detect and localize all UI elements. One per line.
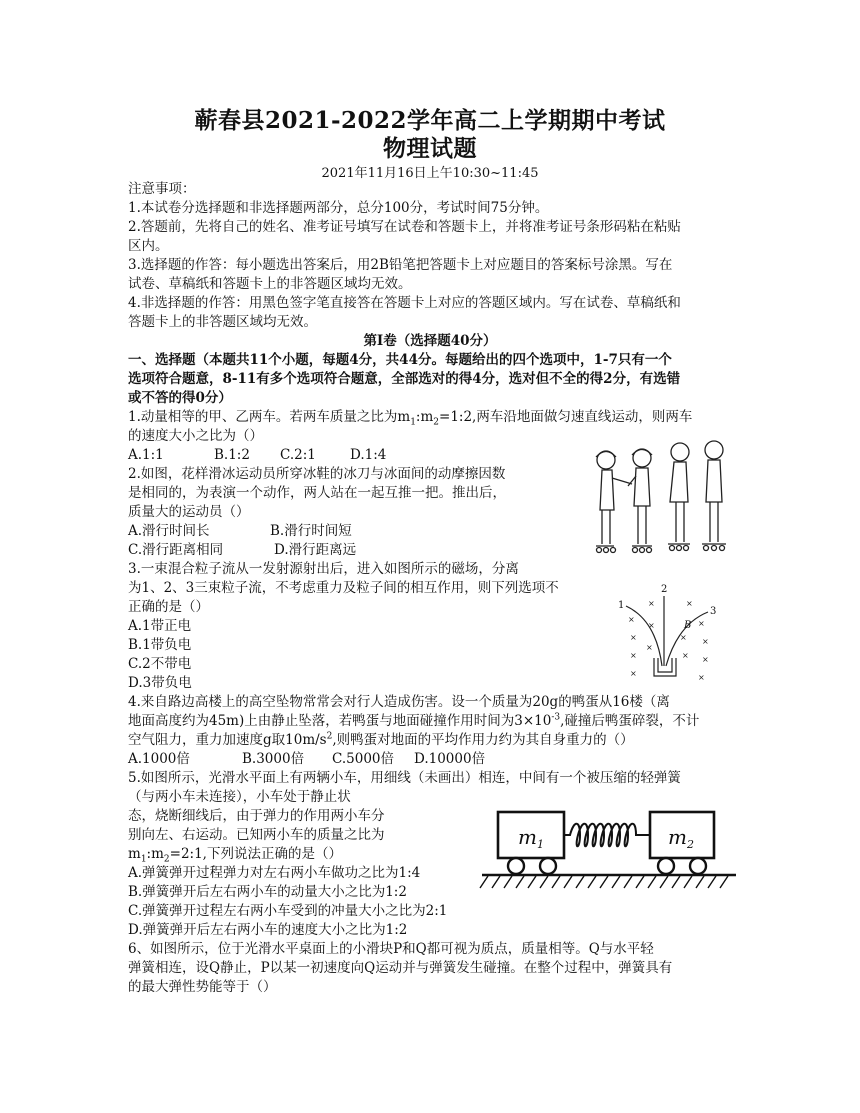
q5-option-d: D.弹簧弹开后左右两小车的速度大小之比为1:2 [128, 922, 408, 938]
q5-line-b: （与两小车未连接），小车处于静止状 [128, 789, 351, 805]
field-mark: × [648, 621, 655, 630]
q5-option-a: A.弹簧弹开过程弹力对左右两小车做功之比为1:4 [128, 865, 421, 881]
field-mark: × [698, 619, 705, 628]
q3-option-a: A.1带正电 [128, 618, 192, 634]
exam-date: 2021年11月16日上午10:30~11:45 [321, 166, 539, 181]
q5-line-a: 5.如图所示，光滑水平面上有两辆小车，用细线（未画出）相连，中间有一个被压缩的轻弹簧 [128, 770, 681, 786]
field-mark: × [686, 599, 693, 608]
magnetic-field-figure [612, 580, 722, 690]
q3-line-b: 为1、2、3三束粒子流，不考虑重力及粒子间的相互作用，则下列选项不 [128, 580, 559, 596]
q6-line-b: 弹簧相连，设Q静止，P以某一初速度向Q运动并与弹簧发生碰撞。在整个过程中，弹簧具有 [128, 960, 673, 976]
q4-line-b: 地面高度约为45m)上由静止坠落，若鸭蛋与地面碰撞作用时间为$3\times 10^{-3}$,碰撞后鸭蛋碎裂，不计 [128, 712, 700, 729]
q4-option-a: A.1000倍 [128, 751, 190, 767]
notice-line-3a: 3.选择题的作答：每小题选出答案后，用2B铅笔把答题卡上对应题目的答案标号涂黑。写在 [128, 257, 673, 273]
q3-option-d: D.3带负电 [128, 675, 192, 691]
q1-option-d: D.1:4 [350, 447, 387, 463]
q6-line-a: 6、如图所示，位于光滑水平桌面上的小滑块P和Q都可视为质点，质量相等。Q与水平轻 [128, 941, 654, 957]
beam-label-1: 1 [618, 600, 625, 611]
q4-option-b: B.3000倍 [242, 751, 305, 767]
notice-line-3b: 试卷、草稿纸和答题卡上的非答题区域均无效。 [128, 276, 412, 292]
field-mark: × [680, 633, 687, 642]
cart-label-m1: $m_1$ [518, 825, 544, 851]
q4-line-c: 空气阻力，重力加速度g取$10m/s^2$,则鸭蛋对地面的平均作用力约为其自身重力的（） [128, 731, 634, 748]
q2-line-c: 质量大的运动员（） [128, 504, 250, 520]
section-heading-c: 或不答的得0分） [128, 390, 232, 406]
field-mark: × [630, 669, 637, 678]
q2-line-a: 2.如图，花样滑冰运动员所穿冰鞋的冰刀与冰面间的动摩擦因数 [128, 466, 506, 482]
notice-line-2a: 2.答题前，先将自己的姓名、准考证号填写在试卷和答题卡上，并将准考证号条形码粘在粘贴 [128, 219, 681, 235]
q2-option-a: A.滑行时间长 [128, 523, 210, 539]
field-mark: × [630, 633, 637, 642]
section-heading-b: 选项符合题意，8-11有多个选项符合题意，全部选对的得4分，选对但不全的得2分，有选错 [128, 371, 681, 387]
q3-line-a: 3.一束混合粒子流从一发射源射出后，进入如图所示的磁场，分离 [128, 561, 519, 577]
carts-spring-figure [478, 800, 740, 892]
q4-line-a: 4.来自路边高楼上的高空坠物常常会对行人造成伤害。设一个质量为20g的鸭蛋从16楼（离 [128, 694, 670, 710]
q1-line-b: 的速度大小之比为（） [128, 428, 263, 444]
notice-heading: 注意事项： [128, 181, 196, 197]
notice-line-2b: 区内。 [128, 238, 169, 254]
field-mark: × [682, 651, 689, 660]
q3-option-c: C.2不带电 [128, 656, 192, 672]
q1-option-c: C.2:1 [280, 447, 316, 463]
part-title: 第I卷（选择题40分） [363, 333, 497, 349]
q2-option-c: C.滑行距离相同 [128, 542, 224, 558]
q5-line-c: 态，烧断细线后，由于弹力的作用两小车分 [128, 808, 385, 824]
cart-label-m2: $m_2$ [668, 825, 694, 851]
q2-option-d: D.滑行距离远 [274, 542, 357, 558]
q2-option-b: B.滑行时间短 [270, 523, 352, 539]
q5-option-c: C.弹簧弹开过程左右两小车受到的冲量大小之比为2:1 [128, 903, 448, 919]
q3-option-b: B.1带负电 [128, 637, 192, 653]
q1-line-a: 1.动量相等的甲、乙两车。若两车质量之比为$m_1:m_2=1:2$,两车沿地面做匀速直线运动，则两车 [128, 409, 693, 428]
field-mark: × [702, 655, 709, 664]
q4-option-c: C.5000倍 [332, 751, 394, 767]
q4-option-d: D.10000倍 [414, 751, 486, 767]
exam-subtitle: 物理试题 [383, 135, 477, 162]
notice-line-4a: 4.非选择题的作答：用黑色签字笔直接答在答题卡上对应的答题区域内。写在试卷、草稿纸和 [128, 295, 681, 311]
section-heading-a: 一、选择题（本题共11个小题，每题4分，共44分。每题给出的四个选项中，1-7只有一个 [128, 352, 672, 368]
notice-line-4b: 答题卡上的非答题区域均无效。 [128, 314, 317, 330]
q1-option-b: B.1:2 [214, 447, 250, 463]
q5-line-d: 别向左、右运动。已知两小车的质量之比为 [128, 827, 385, 843]
notice-line-1: 1.本试卷分选择题和非选择题两部分，总分100分，考试时间75分钟。 [128, 200, 549, 216]
field-mark: × [646, 643, 653, 652]
field-mark: × [630, 651, 637, 660]
q2-line-b: 是相同的，为表演一个动作，两人站在一起互推一把。推出后， [128, 485, 506, 501]
beam-label-3: 3 [710, 606, 717, 617]
field-mark: × [698, 673, 705, 682]
exam-title: 蕲春县2021-2022学年高二上学期期中考试 [194, 107, 666, 134]
q3-line-c: 正确的是（） [128, 599, 209, 615]
beam-label-2: 2 [661, 584, 668, 595]
q6-line-c: 的最大弹性势能等于（） [128, 979, 277, 995]
field-mark: × [648, 599, 655, 608]
q5-option-b: B.弹簧弹开后左右两小车的动量大小之比为1:2 [128, 884, 407, 900]
field-mark: × [628, 615, 635, 624]
skaters-figure [584, 440, 736, 560]
field-label-b: B [684, 620, 692, 631]
q5-line-e: $m_1:m_2=2:1$,下列说法正确的是（） [128, 846, 342, 865]
q1-option-a: A.1:1 [128, 447, 164, 463]
field-mark: × [702, 637, 709, 646]
